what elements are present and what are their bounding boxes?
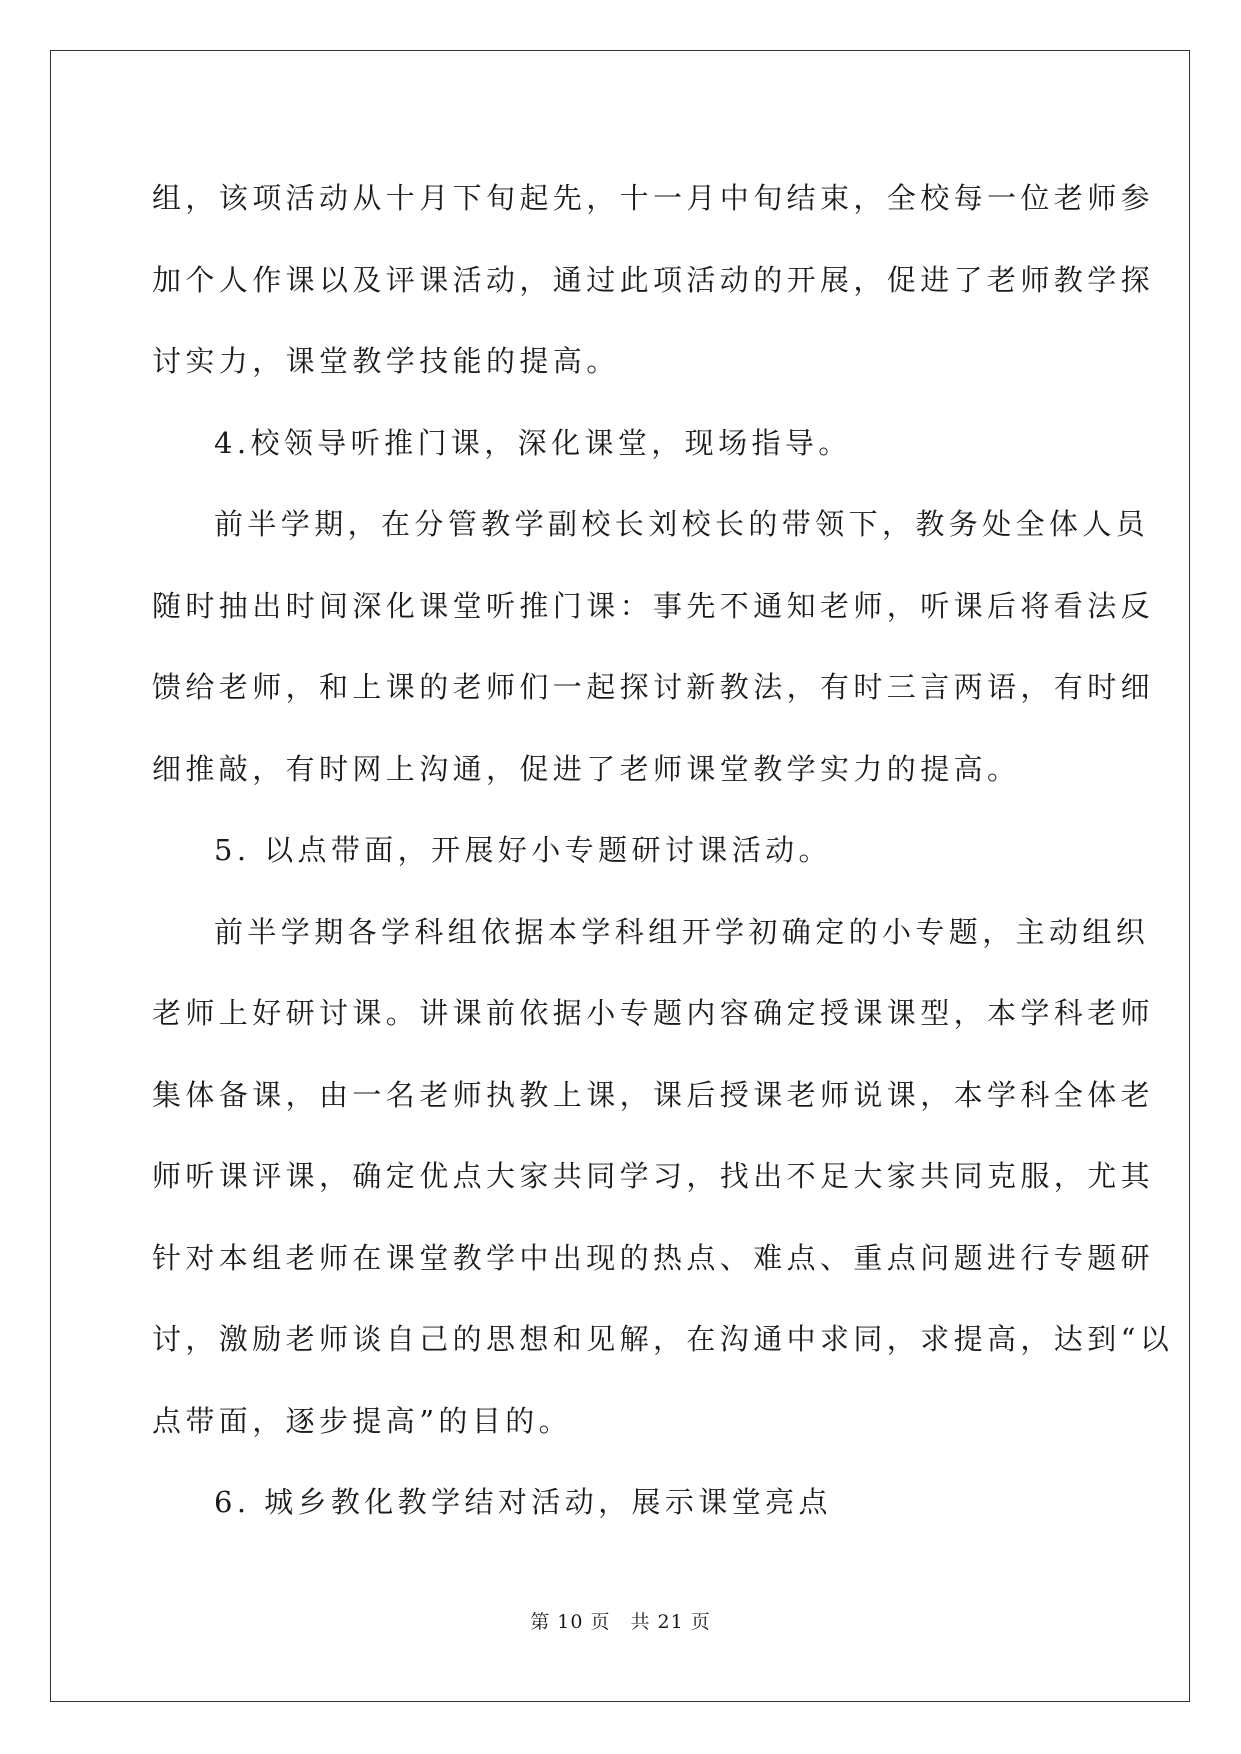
text-line-6: 随时抽出时间深化课堂听推门课：事先不通知老师，听课后将看法反 (152, 588, 1155, 623)
text-line-13: 师听课评课，确定优点大家共同学习，找出不足大家共同克服，尤其 (152, 1159, 1155, 1193)
text-line-10: 前半学期各学科组依据本学科组开学初确定的小专题，主动组织 (214, 914, 1150, 949)
text-line-7: 馈给老师，和上课的老师们一起探讨新教法，有时三言两语，有时细 (152, 670, 1155, 704)
page-total: 共 21 页 (630, 1611, 711, 1633)
text-line-1: 组，该项活动从十月下旬起先，十一月中旬结束，全校每一位老师参 (152, 181, 1155, 215)
text-line-2: 加个人作课以及评课活动，通过此项活动的开展，促进了老师教学探 (152, 262, 1155, 297)
text-line-8: 细推敲，有时网上沟通，促进了老师课堂教学实力的提高。 (152, 751, 1021, 786)
page-number: 第 10 页 (530, 1611, 611, 1633)
text-line-16: 点带面，逐步提高”的目的。 (152, 1403, 573, 1438)
text-line-12: 集体备课，由一名老师执教上课，课后授课老师说课，本学科全体老 (152, 1077, 1155, 1112)
text-line-14: 针对本组老师在课堂教学中出现的热点、难点、重点问题进行专题研 (152, 1240, 1155, 1275)
text-line-15: 讨，激励老师谈自己的思想和见解，在沟通中求同，求提高，达到“以 (152, 1322, 1174, 1356)
text-line-11: 老师上好研讨课。讲课前依据小专题内容确定授课课型，本学科老师 (152, 996, 1155, 1030)
section-heading-4: 4.校领导听推门课，深化课堂，现场指导。 (214, 425, 852, 460)
page-footer (0, 1607, 1241, 1634)
text-line-3: 讨实力，课堂教学技能的提高。 (152, 344, 620, 378)
document-body (152, 158, 1174, 1544)
section-heading-5: 5. 以点带面，开展好小专题研讨课活动。 (214, 833, 832, 867)
text-line-5: 前半学期，在分管教学副校长刘校长的带领下，教务处全体人员 (214, 507, 1150, 541)
section-heading-6: 6. 城乡教化教学结对活动，展示课堂亮点 (214, 1485, 832, 1519)
